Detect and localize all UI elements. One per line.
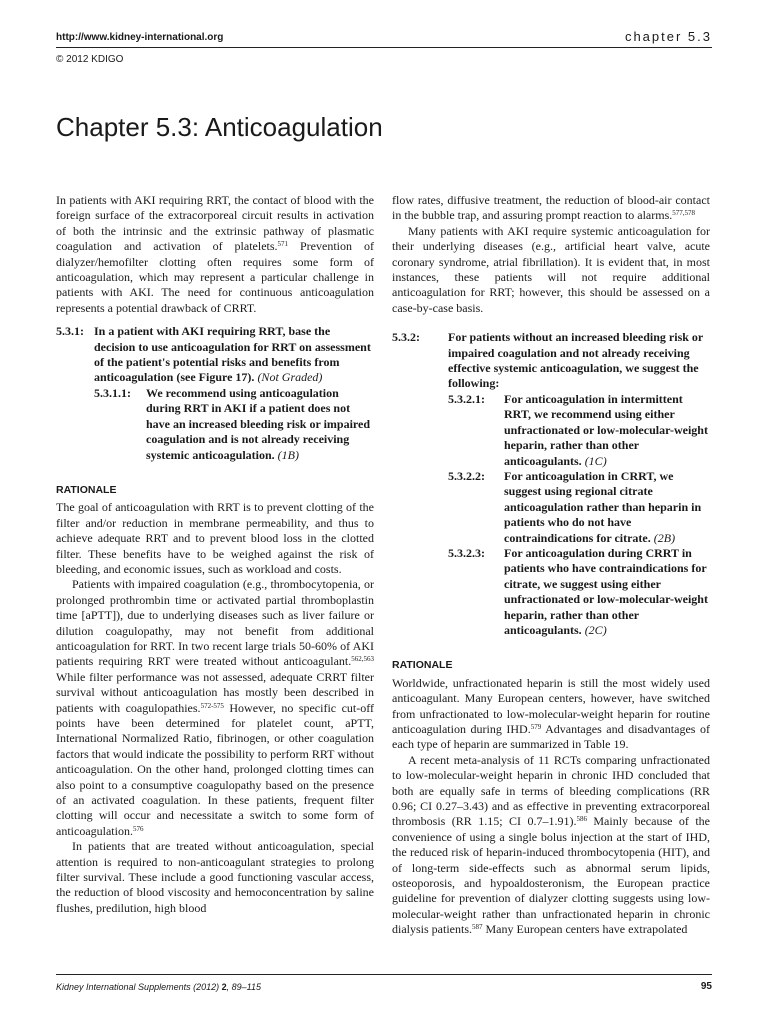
sub-recommendation-text <box>146 386 374 463</box>
citation: 572-575 <box>200 701 224 710</box>
journal-pages: , 89–115 <box>226 982 262 992</box>
recommendation-number: 5.3.2: <box>392 330 420 345</box>
citation: 577,578 <box>672 209 696 218</box>
journal-volume: 2 <box>221 982 227 992</box>
citation: 579 <box>530 723 542 731</box>
sub-recommendation-text <box>504 392 710 469</box>
journal-citation <box>56 982 261 992</box>
text-run: For anticoagulation during CRRT in patients who have contraindications for citrate, we suggest using either unfractionated or low-molecular-weight heparin, rather than other anticoagulants. <box>504 545 708 637</box>
chapter-title: Chapter 5.3: Anticoagulation <box>56 112 383 142</box>
page-number: 95 <box>700 981 712 992</box>
journal-year: (2012) <box>190 982 222 992</box>
citation: 587 <box>472 923 483 932</box>
body-paragraph: In patients that are treated without anticoagulation, special attention is required to non-anticoagulant strategies to prolong filter survival. These include a good functioning vascular access, the reduction of blood viscosity and hemoconcentration by saline flushes, predilution, high blood <box>56 839 374 915</box>
text-run: While filter performance was not assessed, adequate CRRT filter survival without anticoagulation has mostly been described in patients with coagulopathies. <box>56 669 374 715</box>
recommendation-text: For patients without an increased bleeding risk or impaired coagulation and not already receiving effective systemic anticoagulation, we suggest the following: <box>448 330 704 391</box>
text-run: In a patient with AKI requiring RRT, base the decision to use anticoagulation for RRT on assessment of the patient's potential risks and benefits from anticoagulation (see Figure 17). <box>94 324 371 385</box>
text-run: Patients with impaired coagulation (e.g., thrombocytopenia, or prolonged prothrombin time or activated partial thromboplastin time [aPTT]), due to underlying diseases such as liver failure or dilution coagulopathy, may not benefit from additional anticoagulation for RRT. In two recent large trials 50-60% of AKI patients requiring RRT were treated without anticoagulant. <box>56 577 374 669</box>
text-run: For anticoagulation in intermittent RRT, we recommend using either unfractionated or low-molecular-weight heparin, rather than other anticoagulants. <box>504 391 708 468</box>
journal-name: Kidney International Supplements <box>56 982 191 992</box>
intro-paragraph <box>56 193 374 316</box>
copyright-notice: © 2012 KDIGO <box>56 54 124 65</box>
text-run: For anticoagulation in CRRT, we suggest using regional citrate anticoagulation rather than heparin in patients who do not have contraindications for citrate. <box>504 468 702 545</box>
citation: 586 <box>576 815 587 824</box>
citation: 576 <box>132 824 144 833</box>
text-run: Mainly because of the convenience of using a single bolus injection at the start of IHD, the reduced risk of heparin-induced thrombocytopenia (HIT), and of long-term side-effects such as abnormal serum lipids, osteoporosis, and hypoaldosteronism, the European practice guideline for prevention of dialyzer clotting suggests using low-molecular-weight rather than unfractionated heparin in chronic dialysis patients. <box>392 814 710 937</box>
grade-label: (2B) <box>653 530 676 545</box>
grade-label: (Not Graded) <box>257 370 323 385</box>
body-paragraph: Many patients with AKI require systemic anticoagulation for their underlying diseases (e.g., artificial heart valve, acute coronary syndrome, atrial fibrillation). It is evident that, in most instances, these patients will not require additional anticoagulation for RRT; however, this should be assessed on a case-by-case basis. <box>392 223 710 315</box>
recommendation-5-3-2 <box>392 330 710 638</box>
left-column <box>56 193 374 916</box>
grade-label: (2C) <box>584 622 607 637</box>
text-run: A recent meta-analysis of 11 RCTs comparing unfractionated to low-molecular-weight heparin in chronic IHD concluded that both are equally safe in terms of bleeding complications (RR 0.96; CI 0.27–3.43) and as effective in preventing extracorporeal thrombosis (RR 1.15; CI 0.7–1.91). <box>392 752 710 829</box>
body-paragraph <box>392 676 710 753</box>
text-run: Many European centers have extrapolated <box>482 922 688 937</box>
sub-recommendation-number: 5.3.1.1: <box>94 385 131 400</box>
text-run: flow rates, diffusive treatment, the reduction of blood-air contact in the bubble trap, and assuring prompt reaction to alarms. <box>392 193 710 223</box>
header-divider <box>56 47 712 48</box>
text-run: Worldwide, unfractionated heparin is still the most widely used anticoagulant. Many European centers, however, have switched from unfractionated to low-molecular-weight heparin for routine anticoagulation during IHD. <box>392 675 710 736</box>
body-paragraph: The goal of anticoagulation with RRT is to prevent clotting of the filter and/or reduction in membrane permeability, and thus to achieve adequate RRT and to prevent blood loss in the clotted filter. These benefits have to be weighed against the risk of bleeding, and economic issues, such as workload and costs. <box>56 500 374 576</box>
body-paragraph <box>56 577 374 839</box>
footer-divider <box>56 974 712 975</box>
text-run: Advantages and disadvantages of each type of heparin are summarized in Table 19. <box>392 722 710 752</box>
text-run: However, no specific cut-off points have been determined for platelet count, aPTT, International Normalized Ratio, fibrinogen, or other coagulation factors that would indicate the possibility to perform RRT without anticoagulation. On the other hand, prolonged clotting times can also point to a consumptive coagulopathy based on the presence of an activated coagulation. In these patients, frequent filter clotting will occur and necessitate a switch to some form of anticoagulation. <box>56 700 374 838</box>
grade-label: (1C) <box>584 453 607 468</box>
text-run: Prevention of dialyzer/hemofilter clotting often requires some form of anticoagulation, which may represent a particular challenge in patients with AKI. The need for continuous anticoagulation represents a potential drawback of CRRT. <box>56 239 374 315</box>
sub-recommendation-number: 5.3.2.2: <box>448 468 485 483</box>
rationale-heading: RATIONALE <box>392 659 453 672</box>
recommendation-number: 5.3.1: <box>56 324 84 339</box>
sub-recommendation-text <box>504 469 710 546</box>
body-paragraph <box>392 753 710 938</box>
grade-label: (1B) <box>277 447 299 462</box>
text-run: In patients with AKI requiring RRT, the contact of blood with the foreign surface of the extracorporeal circuit results in activation of both the intrinsic and the extrinsic pathway of plasmatic coagulation and activation of platelets. <box>56 193 374 254</box>
citation: 571 <box>277 240 289 249</box>
right-column <box>392 193 710 938</box>
sub-recommendation-number: 5.3.2.1: <box>448 391 485 406</box>
citation: 562,563 <box>351 655 374 664</box>
sub-recommendation-text <box>504 546 710 638</box>
text-run: We recommend using anticoagulation during RRT in AKI if a patient does not have an increased bleeding risk or impaired coagulation and is not already receiving systemic anticoagulation. <box>146 385 371 462</box>
recommendation-text <box>94 324 374 386</box>
journal-url[interactable]: http://www.kidney-international.org <box>56 32 224 43</box>
running-chapter-label: chapter 5.3 <box>624 29 712 44</box>
rationale-heading: RATIONALE <box>56 483 117 496</box>
body-paragraph <box>392 193 710 224</box>
sub-recommendation-number: 5.3.2.3: <box>448 545 485 560</box>
recommendation-5-3-1 <box>56 324 374 463</box>
